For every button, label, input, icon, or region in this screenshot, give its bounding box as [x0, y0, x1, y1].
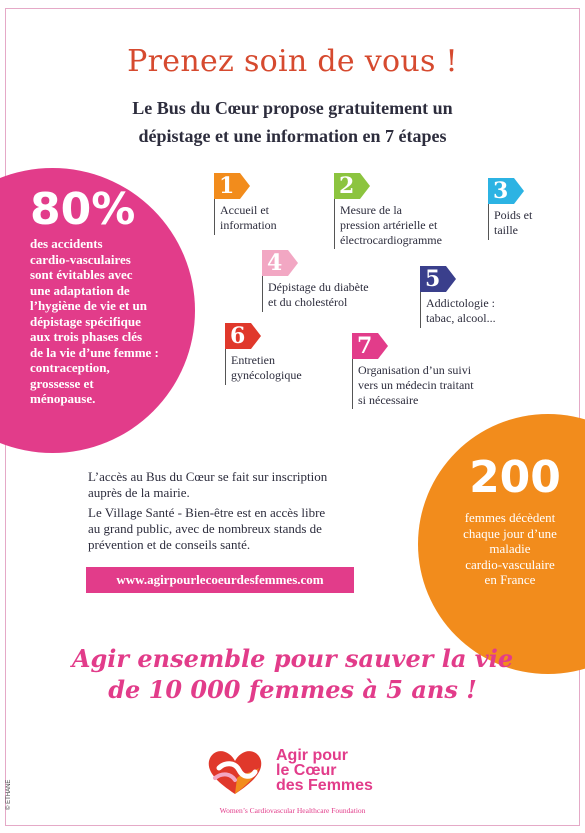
step-number: 1	[219, 173, 235, 199]
stat-line: l’hygiène de vie et un	[30, 298, 147, 313]
stat-line: chaque jour d’une	[463, 525, 557, 541]
step-number: 7	[357, 333, 373, 359]
step-number: 4	[267, 250, 283, 276]
step-line: Poids et	[494, 208, 533, 222]
stat-line: en France	[484, 572, 536, 587]
step-number: 2	[339, 173, 355, 199]
step-line: information	[220, 218, 277, 232]
stat-line: ménopause.	[30, 391, 96, 406]
stat-line: dépistage spécifique	[30, 313, 141, 329]
info-line: Le Village Santé - Bien-être est en accès libre	[88, 505, 326, 520]
step-line: vers un médecin traitant	[358, 378, 474, 392]
page-title: Prenez soin de vous !	[127, 44, 458, 79]
stat-line: cardio-vasculaire	[465, 556, 555, 572]
step-line: gynécologique	[231, 368, 302, 382]
logo-line: le Cœur	[276, 762, 337, 779]
info-line: prévention et de conseils santé.	[88, 537, 251, 552]
step-line: Dépistage du diabète	[268, 280, 369, 294]
info-line: auprès de la mairie.	[88, 485, 190, 500]
step-description	[220, 203, 277, 233]
stat-left-description	[30, 236, 180, 407]
subtitle-line: dépistage et une information en 7 étapes	[138, 126, 447, 146]
heart-logo-icon	[205, 748, 265, 796]
step-line: Entretien	[231, 353, 275, 367]
logo-wordmark	[276, 748, 373, 793]
stat-line: grossesse et	[30, 375, 94, 391]
slogan-line-1: Agir ensemble pour sauver la vie	[71, 644, 514, 673]
step-line: si nécessaire	[358, 393, 419, 407]
step-divider	[420, 292, 421, 328]
stat-200-women: 200	[469, 452, 561, 503]
step-line: Mesure de la	[340, 203, 402, 217]
page-subtitle	[60, 94, 525, 150]
subtitle-line: Le Bus du Cœur propose gratuitement un	[132, 98, 453, 118]
stat-80-percent: 80%	[30, 184, 136, 235]
step-description	[231, 353, 302, 383]
logo-line: Agir pour	[276, 747, 348, 764]
step-number: 3	[493, 178, 509, 204]
step-line: Accueil et	[220, 203, 269, 217]
stat-line: des accidents	[30, 236, 103, 251]
stat-right-description	[436, 510, 584, 588]
step-description	[494, 208, 532, 238]
info-village-sante	[88, 505, 388, 553]
stat-line: sont évitables avec	[30, 267, 133, 282]
step-divider	[488, 204, 489, 240]
step-line: Organisation d’un suivi	[358, 363, 472, 377]
step-description	[358, 363, 474, 408]
website-link[interactable]: www.agirpourlecoeurdesfemmes.com	[86, 567, 354, 593]
step-description	[426, 296, 496, 326]
stat-line: contraception,	[30, 360, 110, 375]
stat-line: femmes décèdent	[464, 510, 556, 525]
step-divider	[334, 199, 335, 249]
slogan-line-2: de 10 000 femmes à 5 ans !	[108, 675, 477, 704]
designer-credit: © ETHANE	[6, 779, 12, 810]
stat-line: une adaptation de	[30, 282, 130, 298]
step-number: 5	[425, 266, 441, 292]
info-line: au grand public, avec de nombreux stands de	[88, 521, 322, 536]
step-number: 6	[230, 323, 246, 349]
foundation-name: Women’s Cardiovascular Healthcare Foundation	[219, 806, 366, 815]
step-divider	[262, 276, 263, 312]
step-description	[268, 280, 369, 310]
step-line: pression artérielle et	[340, 218, 438, 232]
step-line: Addictologie :	[426, 296, 495, 310]
step-line: et du cholestérol	[268, 295, 348, 309]
info-registration	[88, 469, 388, 501]
step-line: taille	[494, 223, 518, 237]
step-divider	[225, 349, 226, 385]
info-line: L’accès au Bus du Cœur se fait sur inscription	[88, 469, 328, 484]
step-description	[340, 203, 442, 248]
step-divider	[352, 359, 353, 409]
stat-line: de la vie d’une femme :	[30, 344, 159, 360]
logo-line: des Femmes	[276, 777, 373, 794]
step-line: tabac, alcool...	[426, 311, 496, 325]
stat-line: maladie	[489, 541, 531, 556]
step-line: électrocardiogramme	[340, 233, 442, 247]
step-divider	[214, 199, 215, 235]
stat-line: cardio-vasculaires	[30, 251, 131, 267]
stat-line: aux trois phases clés	[30, 329, 143, 344]
